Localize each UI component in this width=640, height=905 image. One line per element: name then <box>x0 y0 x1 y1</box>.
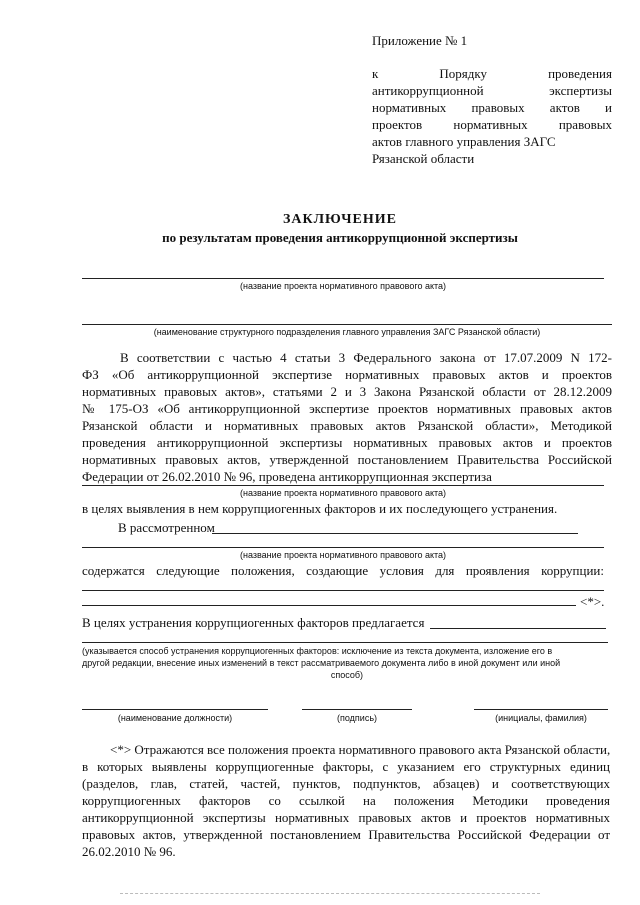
paragraph-line: Федерации от 26.02.2010 № 96, проведена антикоррупционная экспертиза <box>82 469 492 484</box>
proposed-text: В целях устранения коррупциогенных факторов предлагается <box>82 615 425 630</box>
paragraph-line: Рязанской области и нормативных правовых актов Рязанской области», Методикой <box>82 418 612 433</box>
unit-name-caption: (наименование структурного подразделения главного управления ЗАГС Рязанской области) <box>153 327 541 337</box>
document-subtitle: по результатам проведения антикоррупционной экспертизы <box>162 230 518 245</box>
signature-line <box>302 709 412 710</box>
position-caption: (наименование должности) <box>117 713 233 723</box>
footnote <box>82 741 610 860</box>
position-line <box>82 709 268 710</box>
footnote-line: правовых актов, утвержденной постановлением Правительства Российской Федерации от <box>82 827 610 842</box>
footnote-line: 26.02.2010 № 96. <box>82 844 176 859</box>
appendix-line: Рязанской области <box>372 151 475 166</box>
paragraph-line: В соответствии с частью 4 статьи 3 Федерального закона от 17.07.2009 N 172- <box>120 350 612 365</box>
initials-caption: (инициалы, фамилия) <box>495 713 587 723</box>
appendix-line: к Порядку проведения <box>372 66 612 81</box>
paragraph-line: № 175-ОЗ «Об антикоррупционной экспертизе проектов нормативных правовых актов <box>82 401 612 416</box>
reviewed-line <box>212 533 578 534</box>
footnote-line: коррупциогенных факторов со ссылкой на положения Методики проведения <box>82 793 610 808</box>
method-caption-line: способ) <box>330 670 364 680</box>
appendix-line: нормативных правовых актов и <box>372 100 612 115</box>
act-name-caption-3: (название проекта нормативного правового акта) <box>239 550 447 560</box>
contains-text: содержатся следующие положения, создающие условия для проявления коррупции: <box>82 563 604 578</box>
method-caption <box>82 645 612 681</box>
purpose-text: в целях выявления в нем коррупциогенных факторов и их последующего устранения. <box>82 501 558 516</box>
asterisk-reference: <*>. <box>580 594 605 609</box>
appendix-line: проектов нормативных правовых <box>372 117 612 132</box>
proposed-line-2 <box>82 642 608 643</box>
proposed-line <box>430 628 606 629</box>
footnote-line: антикоррупционной экспертизы нормативных правовых актов и проектов нормативных <box>82 810 610 825</box>
act-name-caption-2: (название проекта нормативного правового акта) <box>239 488 447 498</box>
appendix-line: антикоррупционной экспертизы <box>372 83 612 98</box>
paragraph-line: ФЗ «Об антикоррупционной экспертизе нормативных правовых актов и проектов <box>82 367 612 382</box>
paragraph-line: нормативных правовых актов», статьями 2 и 3 Закона Рязанской области от 28.12.2009 <box>82 384 612 399</box>
provisions-line-1 <box>82 590 604 591</box>
paragraph-line: нормативных правовых актов, утвержденной постановлением Правительства Российской <box>82 452 612 467</box>
act-name-caption: (название проекта нормативного правового акта) <box>239 281 447 291</box>
appendix-line: актов главного управления ЗАГС <box>372 134 556 149</box>
act-name-line <box>82 278 604 279</box>
initials-line <box>474 709 608 710</box>
document-title: ЗАКЛЮЧЕНИЕ <box>282 212 398 227</box>
appendix-block <box>372 65 612 167</box>
paragraph-line: проведения антикоррупционной экспертизы нормативных правовых актов и проектов <box>82 435 612 450</box>
method-caption-line: (указывается способ устранения коррупциогенных факторов: исключение из текста документа, изложение его в <box>82 646 553 656</box>
footnote-line: (разделов, глав, статей, частей, пунктов, подпунктов, абзацев) и соответствующих <box>82 776 610 791</box>
signature-caption: (подпись) <box>336 713 378 723</box>
method-caption-line: другой редакции, внесение иных изменений в текст рассматриваемого документа либо в иной документ или иной <box>82 658 561 668</box>
reviewed-text: В рассмотренном <box>118 520 215 535</box>
act-name-line-3 <box>82 547 604 548</box>
appendix-title: Приложение № 1 <box>372 33 468 48</box>
scan-artifact-line <box>120 893 540 894</box>
main-paragraph <box>82 349 612 485</box>
provisions-line-2 <box>82 605 576 606</box>
footnote-line: в которых выявлены коррупциогенные факторы, с указанием его структурных единиц <box>82 759 610 774</box>
footnote-line: <*> Отражаются все положения проекта нормативного правового акта Рязанской области, <box>110 742 611 757</box>
act-name-line-2 <box>82 485 604 486</box>
unit-name-line <box>82 324 612 325</box>
